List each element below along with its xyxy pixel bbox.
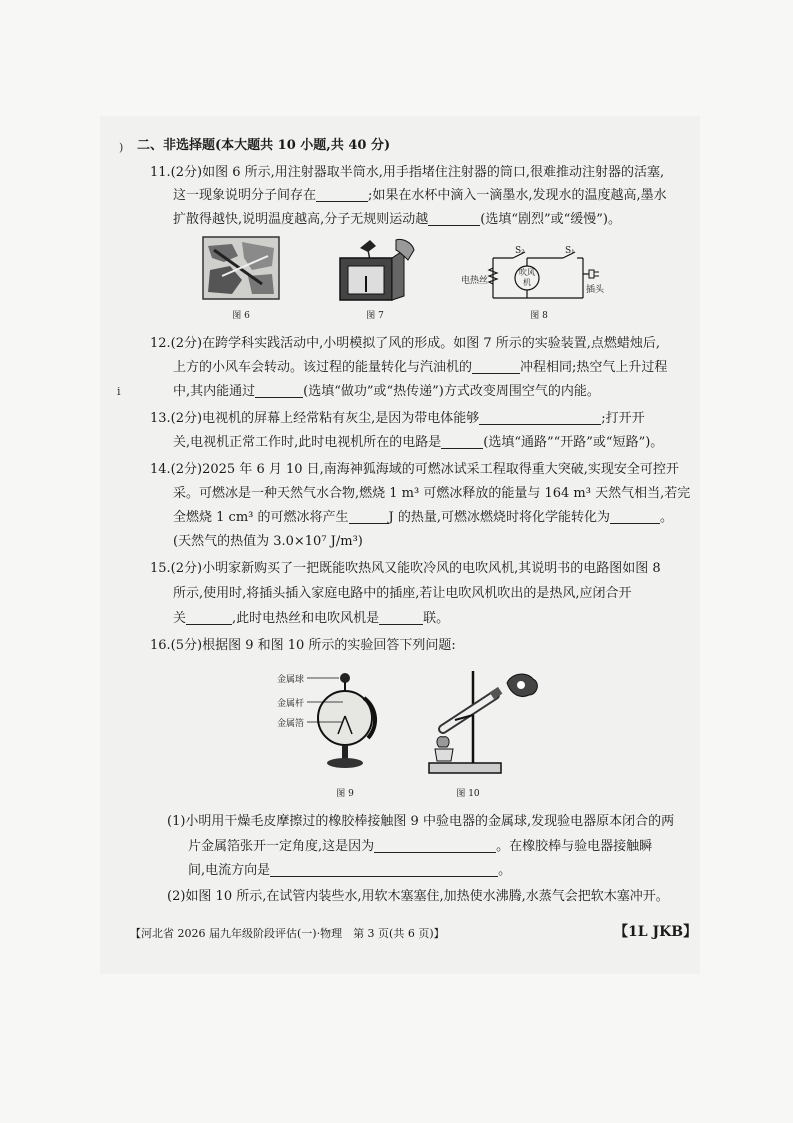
q11-text-b: ;如果在水杯中滴入一滴墨水,发现水的温度越高,墨水 (368, 188, 667, 203)
q16-text-c: 间,电流方向是 (188, 863, 271, 878)
q14-blank-2[interactable] (610, 509, 660, 524)
q14-text-c: 。 (659, 510, 673, 525)
q13-line2 (173, 434, 663, 452)
q13-blank-2[interactable] (441, 434, 483, 449)
q16-text-a: 片金属箔张开一定角度,这是因为 (188, 839, 375, 854)
q16-text-b: 。在橡胶棒与验电器接触瞬 (496, 839, 653, 854)
q12-line1: 12.(2分)在跨学科实践活动中,小明模拟了风的形成。如图 7 所示的实验装置,点燃蜡烛后, (150, 336, 661, 351)
q15-text-b: ,此时电热丝和电吹风机是 (232, 611, 380, 626)
q16-line1: 16.(5分)根据图 9 和图 10 所示的实验回答下列问题: (150, 638, 456, 653)
q12-blank-1[interactable] (472, 359, 520, 374)
q16-part2-line1: (2)如图 10 所示,在试管内装些水,用软木塞塞住,加热使水沸腾,水蒸气会把软木塞冲开。 (167, 889, 669, 904)
fan-label-bottom: 机 (523, 278, 531, 287)
q11-line2 (173, 187, 667, 205)
footer-text: 【河北省 2026 届九年级阶段评估(一)·物理 第 3 页(共 6 页)】 (130, 927, 445, 940)
q11-text-a: 这一现象说明分子间存在 (173, 188, 317, 203)
plug-label: 插头 (586, 285, 605, 295)
figure-10-caption: 图 10 (456, 789, 480, 799)
q11-line1: 11.(2分)如图 6 所示,用注射器取半筒水,用手指堵住注射器的筒口,很难推动注射器的活塞, (150, 165, 665, 180)
q12-text-d: (选填“做功”或“热传递”)方式改变周围空气的内能。 (303, 384, 600, 399)
metal-foil-label: 金属箔 (277, 719, 305, 729)
switch-s1-label: S₁ (565, 246, 575, 256)
edge-mark-top: ) (119, 141, 124, 154)
metal-rod-label: 金属杆 (277, 699, 305, 709)
q14-line1: 14.(2分)2025 年 6 月 10 日,南海神狐海域的可燃冰试采工程取得重大突破,实现安全可控开 (150, 462, 679, 477)
q15-text-c: 联。 (423, 611, 450, 626)
q15-text-a: 关 (173, 611, 187, 626)
q16-part1-line1: (1)小明用干燥毛皮摩擦过的橡胶棒接触图 9 中验电器的金属球,发现验电器原本闭合的两 (167, 814, 675, 829)
q11-blank-1[interactable] (316, 187, 368, 202)
figure-7-illustration (330, 236, 420, 308)
q16-part1-line2 (188, 838, 652, 856)
q12-line2 (173, 359, 667, 377)
q12-blank-2[interactable] (255, 383, 303, 398)
heater-label: 电热丝 (461, 276, 489, 286)
q14-line3 (173, 509, 673, 527)
q14-line4: (天然气的热值为 3.0×10⁷ J/m³) (173, 534, 363, 549)
q11-blank-2[interactable] (428, 211, 480, 226)
q13-text-c: 关,电视机正常工作时,此时电视机所在的电路是 (173, 435, 442, 450)
q13-text-b: ;打开开 (601, 411, 645, 426)
figure-7-caption: 图 7 (366, 311, 384, 321)
q16-blank-2[interactable] (270, 862, 498, 877)
q11-text-c: 扩散得越快,说明温度越高,分子无规则运动越 (173, 212, 429, 227)
figure-10-apparatus (425, 665, 550, 784)
q15-line2: 所示,使用时,将插头插入家庭电路中的插座,若让电吹风机吹出的是热风,应闭合开 (173, 586, 632, 601)
q14-line2: 采。可燃冰是一种天然气水合物,燃烧 1 m³ 可燃冰释放的能量与 164 m³ 天然气相当,若完 (173, 486, 691, 501)
q13-line1 (150, 410, 645, 428)
figure-9-leaders (307, 672, 347, 736)
q13-blank-1[interactable] (479, 410, 601, 425)
q12-text-b: 冲程相同;热空气上升过程 (520, 360, 668, 375)
footer-code-badge: 【1L JKB】 (614, 924, 698, 940)
q16-part1-line3 (188, 862, 511, 880)
q13-text-d: (选填“通路”“开路”或“短路”)。 (483, 435, 664, 450)
q15-line1: 15.(2分)小明家新购买了一把既能吹热风又能吹冷风的电吹风机,其说明书的电路图如图 8 (150, 561, 661, 576)
fan-label-top: 吹风 (519, 268, 535, 277)
q11-text-d: (选填“剧烈”或“缓慢”)。 (480, 212, 621, 227)
q13-text-a: 13.(2分)电视机的屏幕上经常粘有灰尘,是因为带电体能够 (150, 411, 480, 426)
q15-blank-1[interactable] (186, 610, 232, 625)
q14-text-a: 全燃烧 1 cm³ 的可燃冰将产生 (173, 510, 349, 525)
q14-text-b: J 的热量,可燃冰燃烧时将化学能转化为 (388, 510, 610, 525)
section-title: 二、非选择题(本大题共 10 小题,共 40 分) (137, 138, 391, 153)
edge-mark-mid: i (117, 385, 121, 398)
figure-9-caption: 图 9 (336, 789, 354, 799)
q15-line3 (173, 610, 449, 628)
figure-8-caption: 图 8 (530, 311, 548, 321)
q16-text-d: 。 (498, 863, 512, 878)
switch-s2-label: S₂ (515, 246, 525, 256)
q12-text-c: 中,其内能通过 (173, 384, 256, 399)
q16-blank-1[interactable] (374, 838, 496, 853)
q11-line3 (173, 211, 621, 229)
q15-blank-2[interactable] (379, 610, 423, 625)
q12-line3 (173, 383, 600, 401)
q12-text-a: 上方的小风车会转动。该过程的能量转化与汽油机的 (173, 360, 473, 375)
figure-6-caption: 图 6 (232, 311, 250, 321)
metal-ball-label: 金属球 (277, 675, 305, 685)
q14-blank-1[interactable] (349, 509, 389, 524)
figure-6-photo (202, 236, 280, 304)
